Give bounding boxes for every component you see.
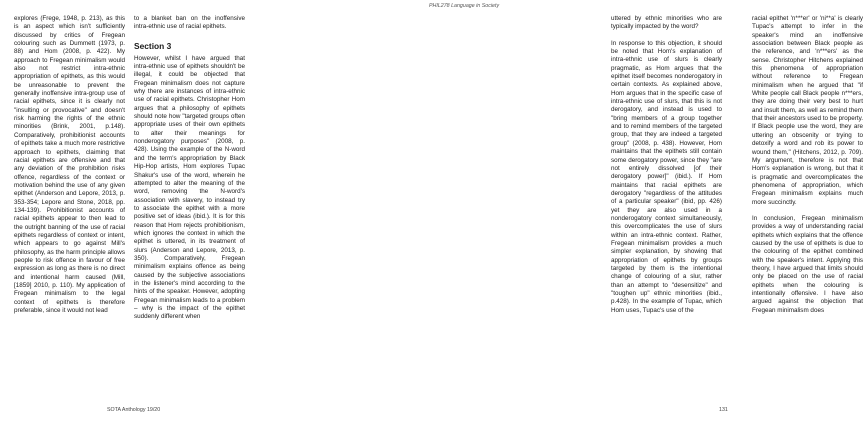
body-paragraph: to a blanket ban on the inoffensive intra-ethnic use of racial epithets. <box>134 15 245 31</box>
right-page-column-1 <box>611 15 722 315</box>
left-page <box>0 0 300 425</box>
running-header: PHIL278 Language in Society <box>429 3 500 9</box>
page-number: 131 <box>719 407 728 413</box>
body-paragraph: uttered by ethnic minorities who are typically impacted by the word? <box>611 15 722 31</box>
left-page-column-2 <box>134 15 245 322</box>
right-page-column-2 <box>752 15 863 315</box>
left-page-column-1 <box>14 15 125 315</box>
body-paragraph: However, whilst I have argued that intra-ethnic use of epithets shouldn't be illegal, it could be objected that Fregean minimalism does not capture why there are instances of intra-ethnic use of racial epithets. Christopher Hom argues that a philosophy of epithets should note how "targeted groups often appropriate uses of their own epithets to alter their meanings for nonderogatory purposes" (2008, p. 428). Using the example of the N-word and the term's appropriation by Black Hip-Hop artists, Hom explores Tupac Shakur's use of the word, wherein he attempted to alter the meaning of the word, removing the N-word's association with slavery, to instead try to associate the epithet with a more positive set of ideas (ibid.). It is for this reason that Hom rejects prohibitionism, which ignores the context in which the epithet is uttered, in its treatment of slurs (Anderson and Lepore, 2013, p. 350). Comparatively, Fregean minimalism explains offence as being caused by the subjective associations in the listener's mind according to the hints of the speaker. However, adopting Fregean minimalism leads to a problem – why is the impact of the epithet suddenly different when <box>134 54 245 321</box>
body-paragraph: explores (Frege, 1948, p. 213), as this is an aspect which isn't sufficiently discussed by critics of Fregean colouring such as Dummett (1973, p. 88) and Hom (2008, p. 422). My approach to Fregean minimalism would also not restrict intra-ethnic appropriation of epithets, as this would be unreasonable to prevent the generally inoffensive intra-group use of racial epithets, since it is clearly not "insulting or provocative" and doesn't risk harming the rights of the ethnic minorities (Brink, 2001, p.148). Comparatively, prohibitionist accounts of epithets take a much more restrictive approach to epithets, claiming that racial epithets are offensive and that any deviation of the prohibition risks offence, regardless of the context or motivation behind the use of any given epithet (Anderson and Lepore, 2013, p. 353-354; Lepore and Stone, 2018, pp. 134-139). Prohibitionist accounts of racial epithets appear to then lead to the outright banning of the use of racial epithets regardless of context or intent, which appears to go against Mill's philosophy, as the harm principle allows people to risk offence in favour of free expression as long as there is no direct and intentional harm caused (Mill, [1859] 2010, p. 110). My application of Fregean minimalism to the legal context of epithets is therefore preferable, since it would not lead <box>14 15 125 315</box>
body-paragraph: In response to this objection, it should be noted that Hom's explanation of intra-ethnic use of slurs is clearly pragmatic, as Hom argues that the epithet itself becomes nonderogatory in certain contexts. As explained above, Hom argues that in the specific case of intra-ethnic use of slurs, that this is not derogatory, and instead is used to "bring members of a group together and to remind members of the targeted group, that they are indeed a targeted group" (2008, p. 438). However, Hom maintains that the epithets still contain some derogatory power, since they "are not entirely dissolved [of their derogatory power]" (ibid.). If Hom maintains that racial epithets are derogatory "regardless of the attitudes of a particular speaker" (ibid, pp. 426) yet they are also used in a nonderogatory context simultaneously, this overcomplicates the use of slurs within an intra-ethnic context. Rather, Fregean minimalism provides a much simpler explanation, by showing that appropriation of epithets by groups targeted by them is the intentional change of colouring of a slur, rather than an attempt to "desensitize" and "toughen up" ethnic minorities (ibid., p.428). In the example of Tupac, which Hom uses, Tupac's use of the <box>611 39 722 314</box>
right-page <box>300 0 863 425</box>
body-paragraph: racial epithet 'n***er' or 'ni**a' is clearly Tupac's attempt to infer in the speaker's mind an inoffensive association between Black people as the reference, and 'n***ers' as the sense. Christopher Hitchens explained this phenomena of appropriation without reference to Fregean minimalism when he argued that "if White people call Black people n***ers, they are doing their very best to hurt and insult them, as well as remind them that their ancestors used to be property. If Black people use the word, they are uttering an obscenity or trying to detoxify a word and rob its power to wound them," (Hitchens, 2012, p. 709). My argument, therefore is not that Hom's explanation is wrong, but that it is pragmatic and overcomplicates the phenomena of appropriation, which Fregean minimalism explains much more succinctly. <box>752 15 863 206</box>
footer-anthology-title: SOTA Anthology 19/20 <box>107 407 161 413</box>
section-heading: Section 3 <box>134 40 172 51</box>
body-paragraph: In conclusion, Fregean minimalism provides a way of understanding racial epithets which explains that the offence caused by the use of epithets is due to the colouring of the epithet combined with the speaker's intent. Applying this theory, I have argued that limits should only be placed on the use of racial epithets when the colouring is intentionally offensive. I have also argued against the objection that Fregean minimalism does <box>752 214 863 314</box>
